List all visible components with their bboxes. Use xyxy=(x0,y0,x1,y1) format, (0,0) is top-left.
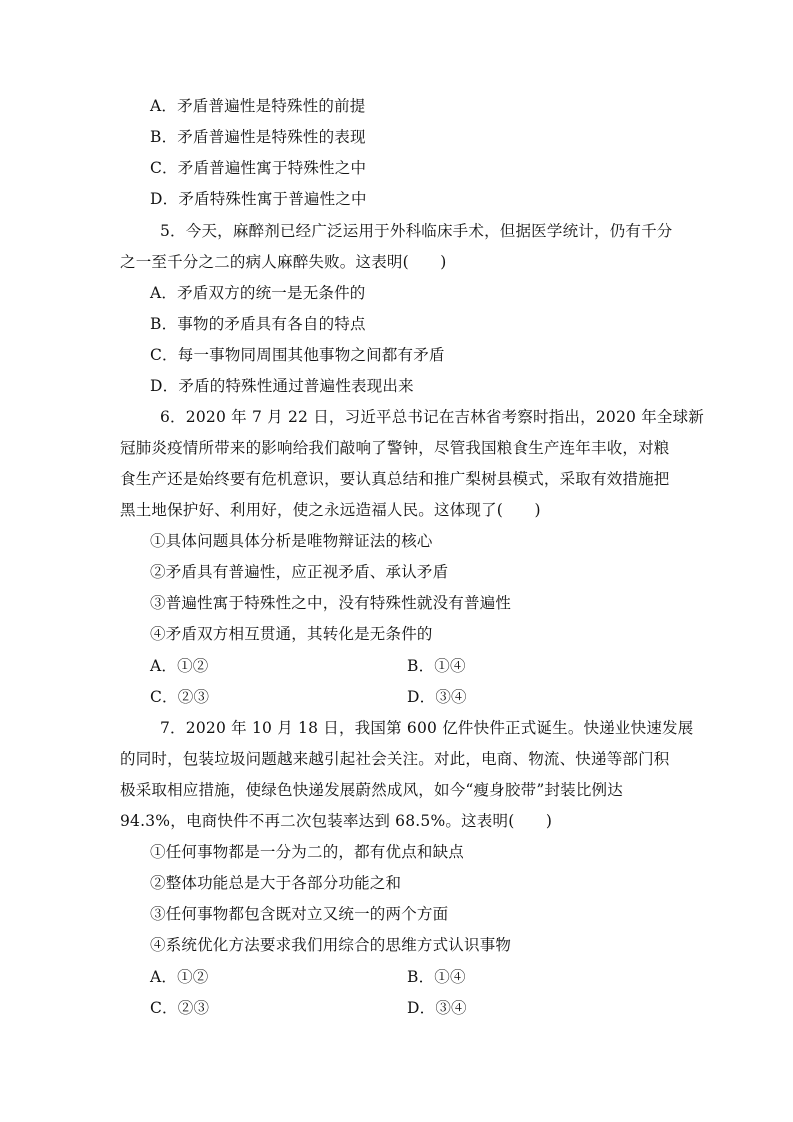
q6-stem-line2: 冠肺炎疫情所带来的影响给我们敲响了警钟，尽管我国粮食生产连年丰收，对粮 xyxy=(120,439,670,457)
q4-option-c: C．矛盾普遍性寓于特殊性之中 xyxy=(150,159,367,177)
q6-statement-3: ③普遍性寓于特殊性之中，没有特殊性就没有普遍性 xyxy=(150,594,512,612)
q5-option-a: A．矛盾双方的统一是无条件的 xyxy=(150,284,366,302)
q4-option-a: A．矛盾普遍性是特殊性的前提 xyxy=(150,97,366,115)
q7-choice-d: D．③④ xyxy=(407,999,467,1017)
q7-statement-1: ①任何事物都是一分为二的，都有优点和缺点 xyxy=(150,843,465,861)
q7-stem-line1: 7．2020 年 10 月 18 日，我国第 600 亿件快件正式诞生。快递业快速发展 xyxy=(160,719,694,737)
q6-statement-2: ②矛盾具有普遍性，应正视矛盾、承认矛盾 xyxy=(150,563,449,581)
q7-choice-c: C．②③ xyxy=(150,999,210,1017)
q5-option-d: D．矛盾的特殊性通过普遍性表现出来 xyxy=(150,377,414,395)
q5-stem-line1: 5．今天，麻醉剂已经广泛运用于外科临床手术，但据医学统计，仍有千分 xyxy=(160,222,673,240)
q6-statement-1: ①具体问题具体分析是唯物辩证法的核心 xyxy=(150,532,433,550)
q5-option-c: C．每一事物同周围其他事物之间都有矛盾 xyxy=(150,346,445,364)
q6-statement-4: ④矛盾双方相互贯通，其转化是无条件的 xyxy=(150,625,433,643)
q4-option-b: B．矛盾普遍性是特殊性的表现 xyxy=(150,128,366,146)
q6-choice-d: D．③④ xyxy=(407,688,467,706)
q7-statement-4: ④系统优化方法要求我们用综合的思维方式认识事物 xyxy=(150,936,512,954)
q6-stem-line1: 6．2020 年 7 月 22 日，习近平总书记在吉林省考察时指出，2020 年全球新 xyxy=(160,408,705,426)
q7-choice-a: A．①② xyxy=(150,968,209,986)
q6-choice-b: B．①④ xyxy=(407,657,466,675)
q4-option-d: D．矛盾特殊性寓于普遍性之中 xyxy=(150,190,367,208)
q6-choice-a: A．①② xyxy=(150,657,209,675)
q6-stem-line3: 食生产还是始终要有危机意识，要认真总结和推广梨树县模式，采取有效措施把 xyxy=(120,470,670,488)
q7-statement-2: ②整体功能总是大于各部分功能之和 xyxy=(150,874,402,892)
q7-statement-3: ③任何事物都包含既对立又统一的两个方面 xyxy=(150,905,449,923)
q5-option-b: B．事物的矛盾具有各自的特点 xyxy=(150,315,366,333)
q7-choice-b: B．①④ xyxy=(407,968,466,986)
q6-stem-line4: 黑土地保护好、利用好，使之永远造福人民。这体现了( ) xyxy=(120,501,541,519)
q7-stem-line3: 极采取相应措施，使绿色快递发展蔚然成风，如今“瘦身胶带”封装比例达 xyxy=(120,781,623,799)
q7-stem-line4: 94.3%，电商快件不再二次包装率达到 68.5%。这表明( ) xyxy=(120,812,553,830)
q7-stem-line2: 的同时，包装垃圾问题越来越引起社会关注。对此，电商、物流、快递等部门积 xyxy=(120,750,670,768)
q5-stem-line2: 之一至千分之二的病人麻醉失败。这表明( ) xyxy=(120,253,447,271)
q6-choice-c: C．②③ xyxy=(150,688,210,706)
